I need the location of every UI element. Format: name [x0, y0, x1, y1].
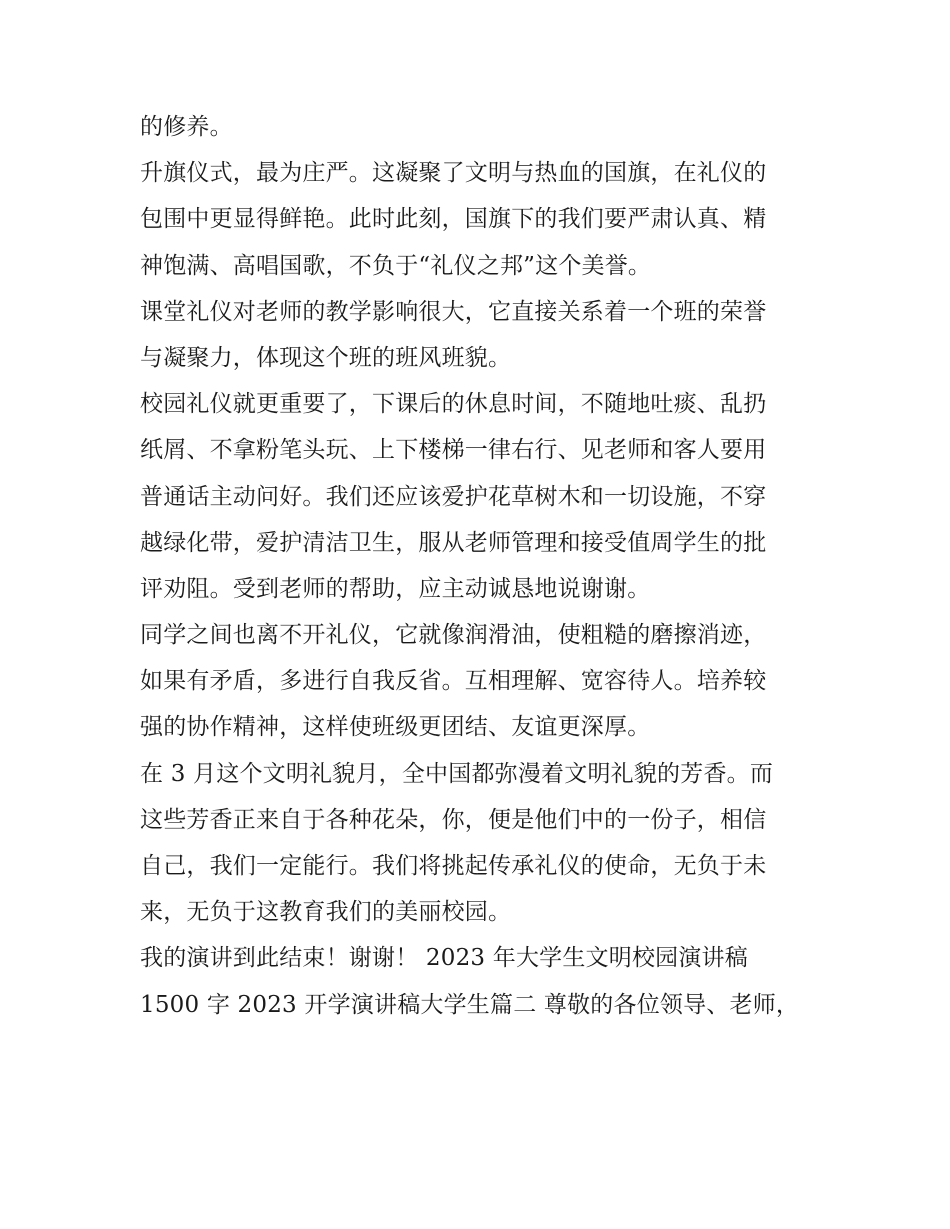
text-line: 课堂礼仪对老师的教学影响很大，它直接关系着一个班的荣誉 [140, 298, 767, 325]
text-line: 升旗仪式，最为庄严。这凝聚了文明与热血的国旗，在礼仪的 [140, 160, 767, 187]
text-line: 强的协作精神，这样使班级更团结、友谊更深厚。 [140, 714, 651, 741]
text-line: 我的演讲到此结束！谢谢！ 2023 年大学生文明校园演讲稿 [140, 945, 748, 972]
text-line: 越绿化带，爱护清洁卫生，服从老师管理和接受值周学生的批 [140, 529, 767, 556]
text-line: 在 3 月这个文明礼貌月，全中国都弥漫着文明礼貌的芳香。而 [140, 760, 774, 787]
text-line: 普通话主动问好。我们还应该爱护花草树木和一切设施，不穿 [140, 483, 767, 510]
text-line: 纸屑、不拿粉笔头玩、上下楼梯一律右行、见老师和客人要用 [140, 437, 767, 464]
text-line: 评劝阻。受到老师的帮助，应主动诚恳地说谢谢。 [140, 575, 651, 602]
text-line: 的修养。 [140, 114, 233, 140]
text-line: 包围中更显得鲜艳。此时此刻，国旗下的我们要严肃认真、精 [140, 206, 767, 233]
text-line: 与凝聚力，体现这个班的班风班貌。 [140, 344, 512, 371]
text-line: 1500 字 2023 开学演讲稿大学生篇二 尊敬的各位领导、老师， [140, 991, 800, 1018]
text-line: 同学之间也离不开礼仪，它就像润滑油，使粗糙的磨擦消迹， [140, 622, 767, 649]
text-line: 校园礼仪就更重要了，下课后的休息时间，不随地吐痰、乱扔 [140, 391, 767, 418]
text-line: 这些芳香正来自于各种花朵，你，便是他们中的一份子，相信 [140, 806, 767, 833]
text-line: 自己，我们一定能行。我们将挑起传承礼仪的使命，无负于未 [140, 853, 767, 879]
text-line: 如果有矛盾，多进行自我反省。互相理解、宽容待人。培养较 [140, 668, 767, 695]
text-line: 来，无负于这教育我们的美丽校园。 [140, 899, 512, 926]
document-body [140, 104, 820, 1028]
text-line: 神饱满、高唱国歌，不负于“礼仪之邦”这个美誉。 [140, 252, 652, 279]
